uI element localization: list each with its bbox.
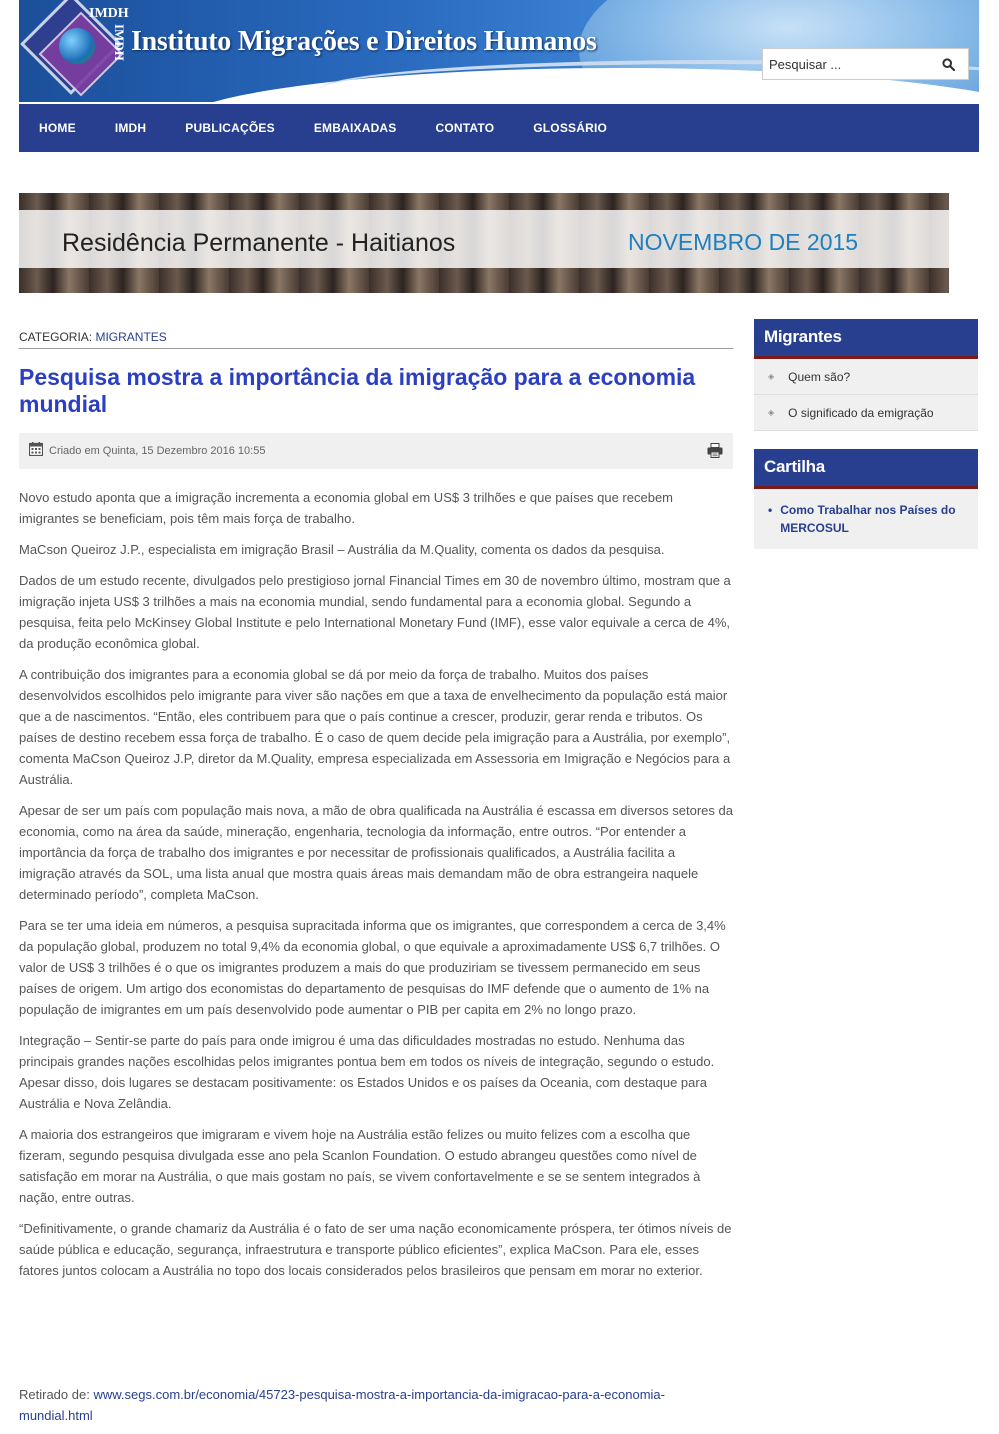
nav-item-publicacoes[interactable]: PUBLICAÇÕES (185, 121, 275, 135)
bullet-icon: • (768, 503, 773, 517)
article-paragraph: Para se ter uma ideia em números, a pesquisa supracitada informa que os imigrantes, que correspondem a cerca de 3,4% da população global, produzem no total 9,4% da economia global, o que equivale a aproximadamente US$ 6,7 trilhões. O valor de US$ 3 trilhões é o que os imigrantes produzem a mais do que produziriam se tivessem permanecido em seus países de origem. Um artigo dos economistas do departamento de pesquisas do IMF defende que o aumento de 1% na população de imigrantes em um país desenvolvido pode aumentar o PIB per capita em 2% no longo prazo. (19, 918, 726, 1017)
search-box (762, 48, 969, 80)
nav-item-embaixadas[interactable]: EMBAIXADAS (313, 121, 397, 135)
nav-item-home[interactable]: HOME (39, 121, 76, 135)
article (19, 320, 733, 1281)
search-icon[interactable] (933, 49, 963, 79)
article-paragraph: Apesar de ser um país com população mais nova, a mão de obra qualificada na Austrália é escassa em diversos setores da economia, como na área da saúde, mineração, engenharia, tecnologia da informação, entre outros. “Por entender a importância da força de trabalho dos imigrantes e por necessitar de profissionais qualificados, a Austrália facilita a imigração através da SOL, uma lista anual que mostra quais áreas mais demandam mão de obra estrangeira naquele determinado período”, completa MaCson. (19, 803, 733, 902)
logo-text-side: IMDH (112, 24, 127, 61)
logo-text-top: IMDH (89, 6, 129, 21)
site-title[interactable]: Instituto Migrações e Direitos Humanos (131, 26, 597, 57)
category-label: CATEGORIA: (19, 330, 93, 344)
sidebar-migrantes-title: Migrantes (754, 319, 978, 359)
list-item (768, 501, 968, 537)
sidebar-item-significado[interactable] (754, 395, 978, 431)
globe-icon (59, 28, 95, 64)
nav-item-glossario[interactable]: GLOSSÁRIO (533, 121, 608, 135)
sidebar-item-label: O significado da emigração (788, 405, 934, 420)
article-paragraph: A contribuição dos imigrantes para a economia global se dá por meio da força de trabalho. Muitos dos países desenvolvidos escolhidos pelo imigrante para viver são nações em que a taxa de envelhecimento da população está maior que a de nascimentos. “Então, eles contribuem para que o país continue a crescer, produzir, gerar renda e tributos. Os países de destino recebem essa força de trabalho. É o caso de quem decide pela imigração para a Austrália, por exemplo”, comenta MaCson Queiroz J.P, diretor da M.Quality, empresa especializada em Assessoria em Imigração e Negócios para a Austrália. (19, 667, 731, 787)
cartilha-list (754, 489, 978, 549)
sidebar-cartilha-title: Cartilha (754, 449, 978, 489)
banner[interactable] (19, 193, 949, 293)
main-nav (19, 104, 979, 152)
calendar-icon (29, 442, 43, 461)
created-date: Criado em Quinta, 15 Dezembro 2016 10:55 (49, 445, 266, 457)
cartilha-link[interactable]: Como Trabalhar nos Países do MERCOSUL (780, 503, 956, 535)
category-line (19, 320, 733, 349)
banner-title: Residência Permanente - Haitianos (62, 229, 456, 257)
category-link[interactable]: MIGRANTES (95, 330, 167, 344)
article-paragraph: “Definitivamente, o grande chamariz da Austrália é o fato de ser uma nação economicamente próspera, ter ótimos níveis de saúde pública e educação, segurança, infraestrutura e transporte público eficientes”, explica MaCson. Para ele, esses fatores juntos colocam a Austrália no topo dos locais considerados pelos brasileiros que pensam em morar no exterior. (19, 1221, 732, 1278)
source-line (19, 1384, 733, 1426)
search-input[interactable] (763, 50, 933, 78)
diamond-bullet-icon: ◈ (768, 372, 775, 381)
nav-item-imdh[interactable]: IMDH (114, 121, 147, 135)
article-paragraph: A maioria dos estrangeiros que imigraram e vivem hoje na Austrália estão felizes ou muito felizes com a escolha que fizeram, segundo pesquisa divulgada esse ano pela Scanlon Foundation. O estudo abrangeu questões como nível de satisfação em morar na Austrália, o que mais gostam no país, se vivem confortavelmente e se se sentem integrados à nação, entre outras. (19, 1127, 701, 1205)
article-paragraph: Novo estudo aponta que a imigração incrementa a economia global em US$ 3 trilhões e que países que recebem imigrantes se beneficiam, pois têm mais força de trabalho. (19, 490, 674, 526)
sidebar-item-label: Quem são? (788, 369, 851, 384)
nav-item-contato[interactable]: CONTATO (435, 121, 495, 135)
article-paragraph: Integração – Sentir-se parte do país para onde imigrou é uma das dificuldades mostradas no estudo. Nenhuma das principais grandes nações escolhidas pelos imigrantes pontua bem em todos os níveis de integração, segundo o estudo. Apesar disso, dois lugares se destacam positivamente: os Estados Unidos e os países da Oceania, com destaque para Austrália e Nova Zelândia. (19, 1033, 715, 1111)
article-paragraph: Dados de um estudo recente, divulgados pelo prestigioso jornal Financial Times em 30 de novembro último, mostram que a imigração injeta US$ 3 trilhões a mais na economia mundial, sendo fundamental para a economia global. Segundo a pesquisa, feita pelo McKinsey Global Institute e pelo International Monetary Fund (IMF), esse valor equivale a cerca de 4%, da produção econômica global. (19, 573, 731, 651)
article-body (19, 487, 733, 1281)
article-paragraph: MaCson Queiroz J.P., especialista em imigração Brasil – Austrália da M.Quality, comenta os dados da pesquisa. (19, 542, 665, 557)
source-label: Retirado de: (19, 1387, 90, 1402)
article-title[interactable]: Pesquisa mostra a importância da imigração para a economia mundial (19, 364, 696, 417)
banner-date: NOVEMBRO DE 2015 (628, 229, 859, 255)
site-logo[interactable] (29, 4, 129, 90)
article-meta (19, 433, 733, 469)
sidebar-migrantes (754, 319, 978, 431)
sidebar-item-quem-sao[interactable] (754, 359, 978, 395)
diamond-bullet-icon: ◈ (768, 408, 775, 417)
print-icon[interactable] (707, 443, 723, 463)
sidebar-cartilha (754, 449, 978, 549)
source-link[interactable]: www.segs.com.br/economia/45723-pesquisa-mostra-a-importancia-da-imigracao-para-a-economia-mundial.html (19, 1387, 665, 1423)
